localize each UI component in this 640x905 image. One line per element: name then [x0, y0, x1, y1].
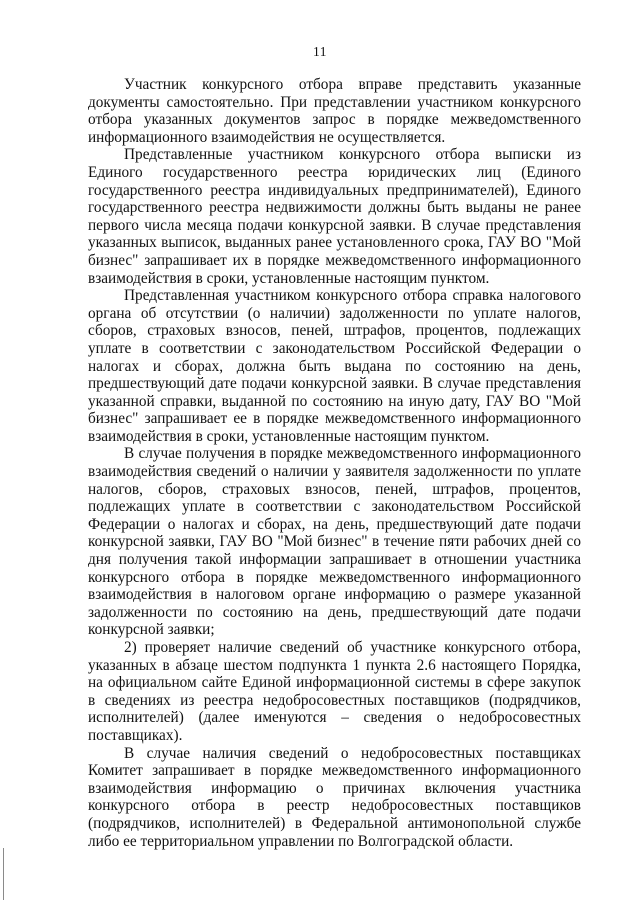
margin-rule [3, 848, 4, 900]
paragraph-unfair-suppliers-request: В случае наличия сведений о недобросовестных поставщиках Комитет запрашивает в порядке межведомственного информационного взаимодействия информацию о причинах включения участника конкурсного отбора в реестр недобросовестных поставщиков (подрядчиков, исполнителей) в Федеральной антимонопольной службе либо ее территориальном управлении по Волгоградской области. [88, 744, 581, 850]
paragraph-tax-debt-request: В случае получения в порядке межведомственного информационного взаимодействия сведений о наличии у заявителя задолженности по уплате налогов, сборов, страховых взносов, пеней, штрафов, процентов, подлежащих уплате в соответствии с законодательством Российской Федерации о налогах и сборах, на день, предшествующий дате подачи конкурсной заявки, ГАУ ВО "Мой бизнес" в течение пяти рабочих дней со дня получения такой информации запрашивает в отношении участника конкурсного отбора в порядке межведомственного информационного взаимодействия в налоговом органе информацию о размере указанной задолженности по состоянию на день, предшествующий дате подачи конкурсной заявки; [88, 445, 581, 639]
paragraph-tax-certificate: Представленная участником конкурсного отбора справка налогового органа об отсутствии (о наличии) задолженности по уплате налогов, сборов, страховых взносов, пеней, штрафов, процентов, подлежащих уплате в соответствии с законодательством Российской Федерации о налогах и сборах, должна быть выдана по состоянию на день, предшествующий дате подачи конкурсной заявки. В случае представления указанной справки, выданной по состоянию на иную дату, ГАУ ВО "Мой бизнес" запрашивает ее в порядке межведомственного информационного взаимодействия в сроки, установленные настоящим пунктом. [88, 287, 581, 445]
paragraph-self-submission: Участник конкурсного отбора вправе представить указанные документы самостоятельно. При представлении участником конкурсного отбора указанных документов запрос в порядке межведомственного информационного взаимодействия не осуществляется. [88, 76, 581, 146]
page-number: 11 [313, 44, 327, 59]
paragraph-registry-extracts: Представленные участником конкурсного отбора выписки из Единого государственного реестра юридических лиц (Единого государственного реестра индивидуальных предпринимателей), Единого государственного реестра недвижимости должны быть выданы не ранее первого числа месяца подачи конкурсной заявки. В случае представления указанных выписок, выданных ранее установленного срока, ГАУ ВО "Мой бизнес" запрашивает их в порядке межведомственного информационного взаимодействия в сроки, установленные настоящим пунктом. [88, 146, 581, 287]
document-body [88, 76, 581, 850]
paragraph-unfair-suppliers-check: 2) проверяет наличие сведений об участнике конкурсного отбора, указанных в абзаце шестом подпункта 1 пункта 2.6 настоящего Порядка, на официальном сайте Единой информационной системы в сфере закупок в сведениях из реестра недобросовестных поставщиков (подрядчиков, исполнителей) (далее именуются – сведения о недобросовестных поставщиках). [88, 639, 581, 744]
